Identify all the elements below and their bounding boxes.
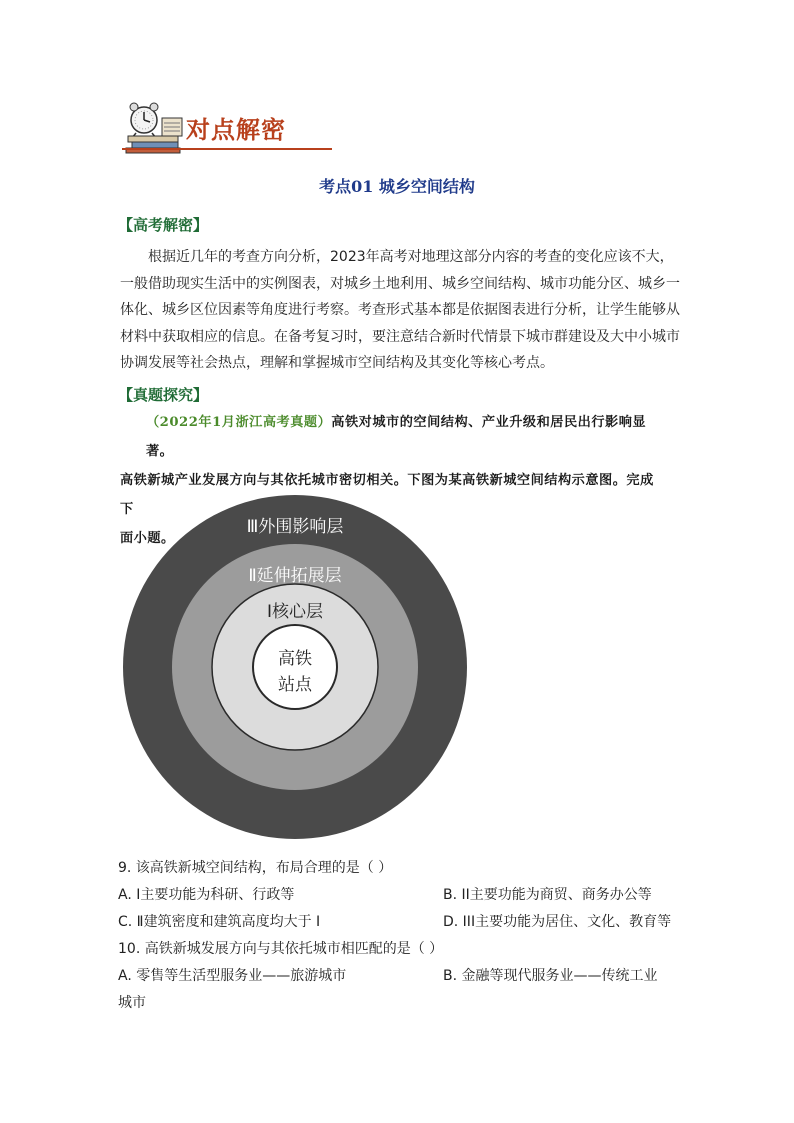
gaokao-paragraph — [120, 244, 680, 377]
gaokao-line: 协调发展等社会热点，理解和掌握城市空间结构及其变化等核心考点。 — [120, 355, 554, 371]
banner-title: 对点解密 — [186, 116, 286, 144]
spatial-structure-diagram — [120, 495, 470, 840]
section-title: 考点01 城乡空间结构 — [319, 177, 475, 196]
question-10: 10. 高铁新城发展方向与其依托城市相匹配的是（ ） — [118, 941, 444, 957]
q10-option-b-continuation: 城市 — [118, 995, 146, 1011]
banner-underline — [122, 148, 332, 150]
q9-option-d: D. III主要功能为居住、文化、教育等 — [443, 914, 672, 930]
outer-ring-label: Ⅲ外围影响层 — [246, 517, 344, 537]
gaokao-heading: 【高考解密】 — [118, 216, 209, 234]
center-label-line1: 高铁 — [278, 649, 312, 669]
q10-option-a: A. 零售等生活型服务业——旅游城市 — [118, 968, 347, 984]
q9-option-a: A. I主要功能为科研、行政等 — [118, 887, 295, 903]
q9-option-c: C. Ⅱ建筑密度和建筑高度均大于 I — [118, 914, 321, 930]
middle-ring-label: Ⅱ延伸拓展层 — [248, 566, 342, 586]
question-9: 9. 该高铁新城空间结构，布局合理的是（ ） — [118, 860, 393, 876]
source-tag: （2022年1月浙江高考真题） — [146, 415, 332, 430]
gaokao-line: 材料中获取相应的信息。在备考复习时，要注意结合新时代情景下城市群建设及大中小城市 — [120, 328, 680, 345]
stem-line-3: 面小题。 — [120, 531, 175, 546]
q9-option-b: B. II主要功能为商贸、商务办公等 — [443, 887, 652, 903]
center-label-line2: 站点 — [278, 675, 312, 695]
gaokao-line: 根据近几年的考查方向分析，2023年高考对地理这部分内容的考查的变化应该不大， — [148, 249, 674, 265]
q10-option-b: B. 金融等现代服务业——传统工业 — [443, 968, 658, 984]
gaokao-line: 一般借助现实生活中的实例图表，对城乡土地利用、城乡空间结构、城市功能分区、城乡一 — [120, 275, 680, 292]
inner-ring-label: Ⅰ核心层 — [266, 602, 324, 622]
alarm-clock-icon — [130, 103, 158, 138]
zhenti-heading: 【真题探究】 — [118, 386, 209, 404]
stem-line-1: （2022年1月浙江高考真题）高铁对城市的空间结构、产业升级和居民出行影响显著。 — [146, 415, 647, 459]
stem-line-2: 高铁新城产业发展方向与其依托城市密切相关。下图为某高铁新城空间结构示意图。完成下 — [120, 473, 654, 517]
gaokao-line: 体化、城乡区位因素等角度进行考察。考查形式基本都是依据图表进行分析，让学生能够从 — [120, 302, 680, 318]
